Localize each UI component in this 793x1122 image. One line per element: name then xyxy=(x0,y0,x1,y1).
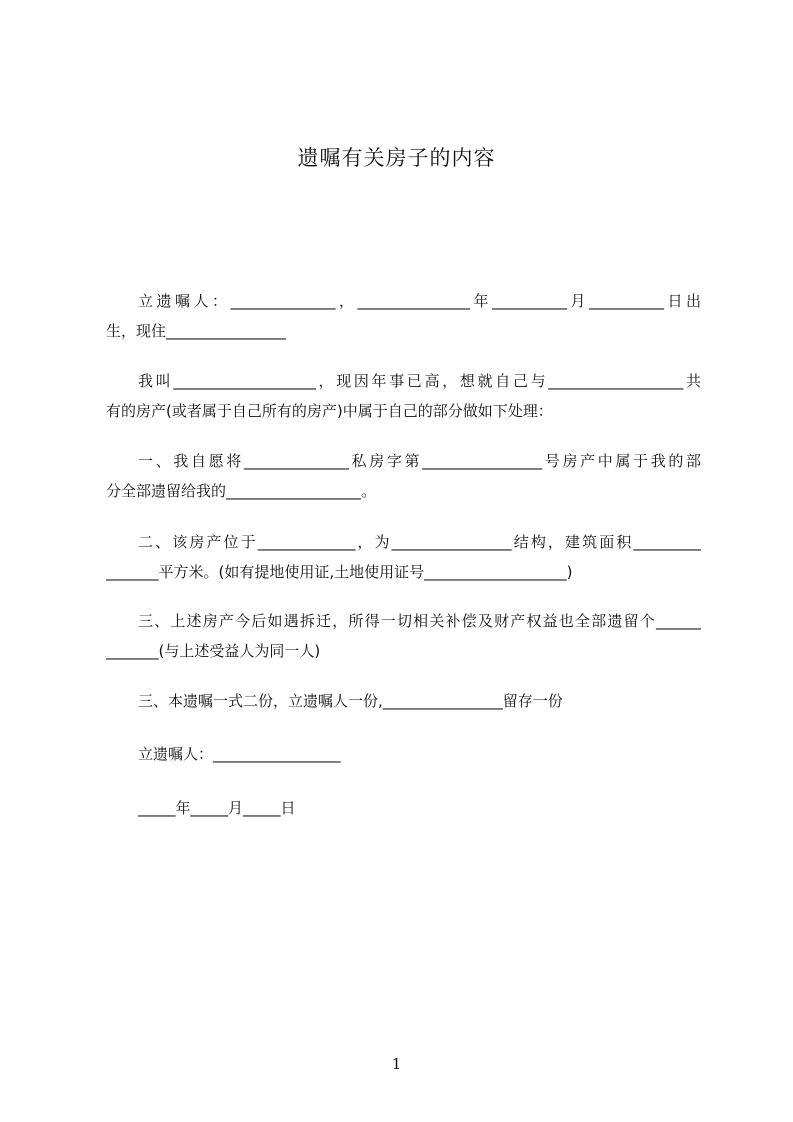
paragraph-line: 生，现住________________ xyxy=(106,322,287,340)
paragraph-line: 三、本遗嘱一式二份，立遗嘱人一份,________________留存一份 xyxy=(138,692,563,710)
paragraph-testator-info xyxy=(106,286,701,346)
paragraph-line: _______平方米。(如有提地使用证,土地使用证号___________________) xyxy=(106,563,573,581)
paragraph-clause-three xyxy=(106,606,701,666)
paragraph-clause-one xyxy=(106,446,701,506)
paragraph-line: 三、上述房产今后如遇拆迁，所得一切相关补偿及财产权益也全部遗留个______ xyxy=(138,612,701,630)
paragraph-line: 立遗嘱人：_________________ xyxy=(138,745,341,763)
paragraph-line: 二、该房产位于_____________，为________________结构，建筑面积_________ xyxy=(138,533,701,551)
page-number: 1 xyxy=(391,1055,402,1073)
paragraph-copies xyxy=(106,686,701,716)
paragraph-line: _______(与上述受益人为同一人) xyxy=(106,642,321,660)
paragraph-line: 有的房产(或者属于自己所有的房产)中属于自己的部分做如下处理： xyxy=(106,402,553,420)
signature-line xyxy=(106,739,701,769)
paragraph-line: 我叫___________________，现因年事已高，想就自己与__________________共 xyxy=(138,372,701,390)
paragraph-line: _____年_____月_____日 xyxy=(138,799,296,817)
paragraph-clause-two xyxy=(106,527,701,587)
paragraph-line: 一、我自愿将______________私房字第________________号房产中属于我的部 xyxy=(138,452,701,470)
paragraph-line: 分全部遗留给我的__________________。 xyxy=(106,482,377,500)
date-line xyxy=(106,793,701,823)
document-title: 遗嘱有关房子的内容 xyxy=(297,146,496,170)
paragraph-line: 立遗嘱人：______________，_______________年__________月__________日出 xyxy=(138,292,701,310)
paragraph-declaration xyxy=(106,366,701,426)
